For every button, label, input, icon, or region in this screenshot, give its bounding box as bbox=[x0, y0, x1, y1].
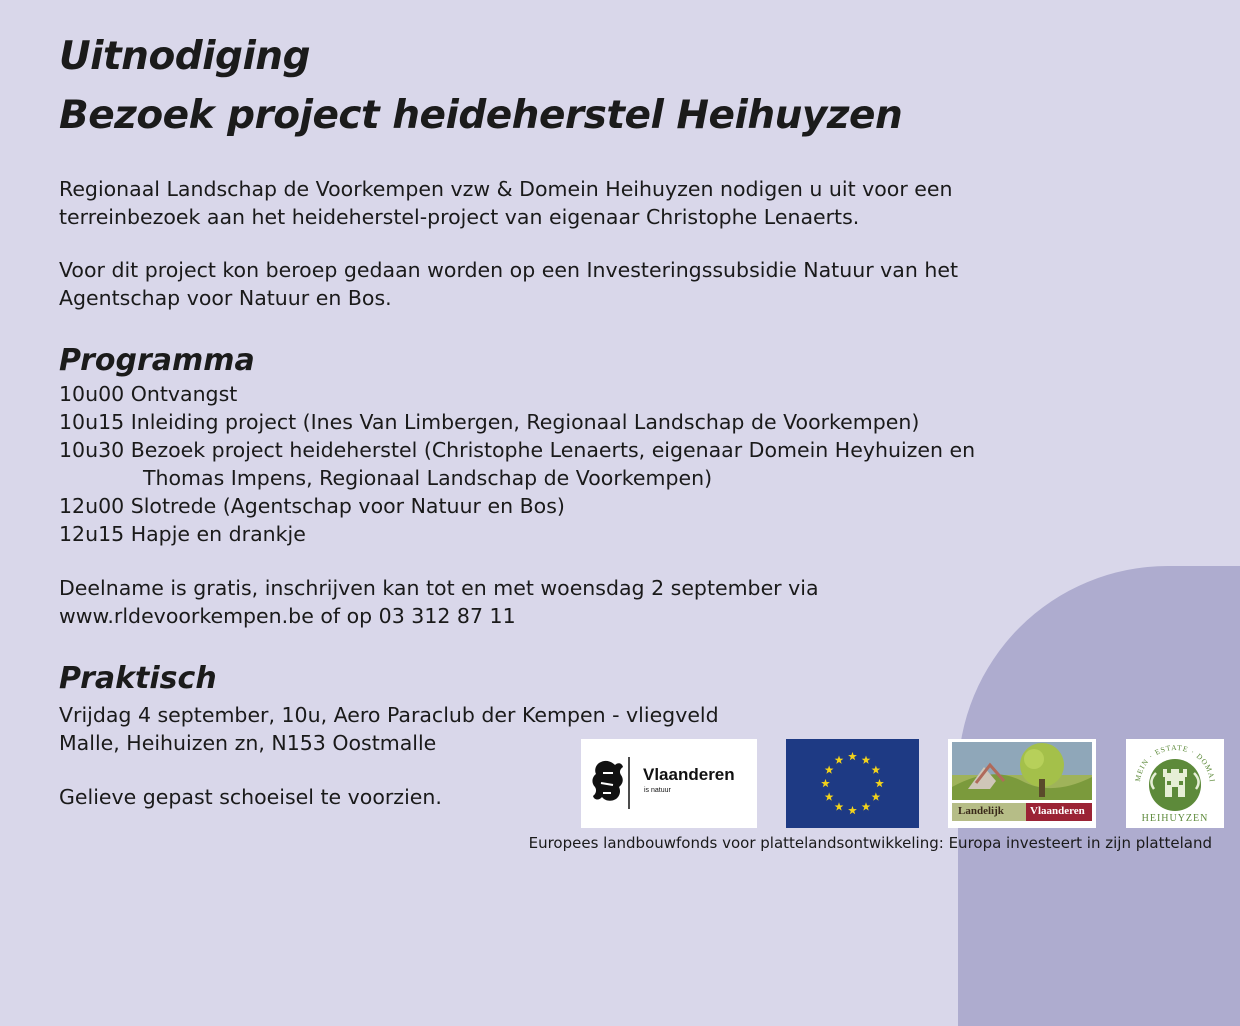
intro-p1-line2: terreinbezoek aan het heideherstel-project van eigenaar Christophe Lenaerts. bbox=[59, 205, 860, 229]
praktisch-heading: Praktisch bbox=[59, 661, 217, 696]
programma-list bbox=[59, 380, 975, 548]
landelijk-label: Landelijk bbox=[958, 805, 1004, 817]
heihuyzen-name: HEIHUYZEN bbox=[1141, 813, 1209, 824]
eu-flag-icon bbox=[786, 739, 919, 828]
programma-time: 12u00 bbox=[59, 494, 125, 518]
programma-text-continued: Thomas Impens, Regionaal Landschap de Voorkempen) bbox=[143, 466, 713, 490]
programma-item bbox=[59, 436, 975, 492]
title-line-2: Bezoek project heideherstel Heihuyzen bbox=[59, 93, 903, 138]
programma-item bbox=[59, 492, 975, 520]
intro-p1-line1: Regionaal Landschap de Voorkempen vzw & Domein Heihuyzen nodigen u uit voor een bbox=[59, 177, 953, 201]
intro-p2-line2: Agentschap voor Natuur en Bos. bbox=[59, 286, 392, 310]
programma-text: Bezoek project heideherstel (Christophe Lenaerts, eigenaar Domein Heyhuizen en bbox=[130, 438, 976, 462]
programma-time: 10u15 bbox=[59, 410, 125, 434]
programma-text: Hapje en drankje bbox=[130, 522, 306, 546]
intro-paragraph-1 bbox=[59, 175, 953, 231]
eu-flag-logo bbox=[786, 739, 919, 828]
registration-line2: www.rldevoorkempen.be of op 03 312 87 11 bbox=[59, 604, 516, 628]
vlaanderen-logo bbox=[581, 739, 757, 828]
title-line-1: Uitnodiging bbox=[59, 34, 310, 79]
heihuyzen-arc-text: MEIN · ESTATE · DOMAI bbox=[1133, 742, 1217, 784]
programma-heading: Programma bbox=[59, 343, 255, 378]
vlaanderen-label: Vlaanderen bbox=[1030, 805, 1085, 817]
domein-heihuyzen-logo bbox=[1126, 739, 1224, 828]
programma-item bbox=[59, 380, 975, 408]
programma-time: 12u15 bbox=[59, 522, 125, 546]
programma-text: Ontvangst bbox=[130, 382, 238, 406]
programma-item bbox=[59, 520, 975, 548]
landelijk-vlaanderen-logo bbox=[948, 739, 1096, 828]
programma-time: 10u00 bbox=[59, 382, 125, 406]
praktisch-line2: Malle, Heihuizen zn, N153 Oostmalle bbox=[59, 731, 437, 755]
intro-p2-line1: Voor dit project kon beroep gedaan worden op een Investeringssubsidie Natuur van het bbox=[59, 258, 958, 282]
vlaanderen-name: Vlaanderen bbox=[643, 765, 735, 784]
footwear-note: Gelieve gepast schoeisel te voorzien. bbox=[59, 785, 442, 809]
intro-paragraph-2 bbox=[59, 256, 958, 312]
programma-item bbox=[59, 408, 975, 436]
praktisch-line1: Vrijdag 4 september, 10u, Aero Paraclub der Kempen - vliegveld bbox=[59, 703, 719, 727]
programma-text: Inleiding project (Ines Van Limbergen, Regionaal Landschap de Voorkempen) bbox=[130, 410, 920, 434]
programma-text: Slotrede (Agentschap voor Natuur en Bos) bbox=[130, 494, 565, 518]
footer-note: Europees landbouwfonds voor plattelandsontwikkeling: Europa investeert in zijn platteland bbox=[528, 834, 1212, 852]
registration-info bbox=[59, 574, 819, 630]
programma-time: 10u30 bbox=[59, 438, 125, 462]
sponsor-logos bbox=[0, 739, 1240, 829]
vlaanderen-subtitle: is natuur bbox=[644, 787, 671, 794]
registration-line1: Deelname is gratis, inschrijven kan tot en met woensdag 2 september via bbox=[59, 576, 819, 600]
